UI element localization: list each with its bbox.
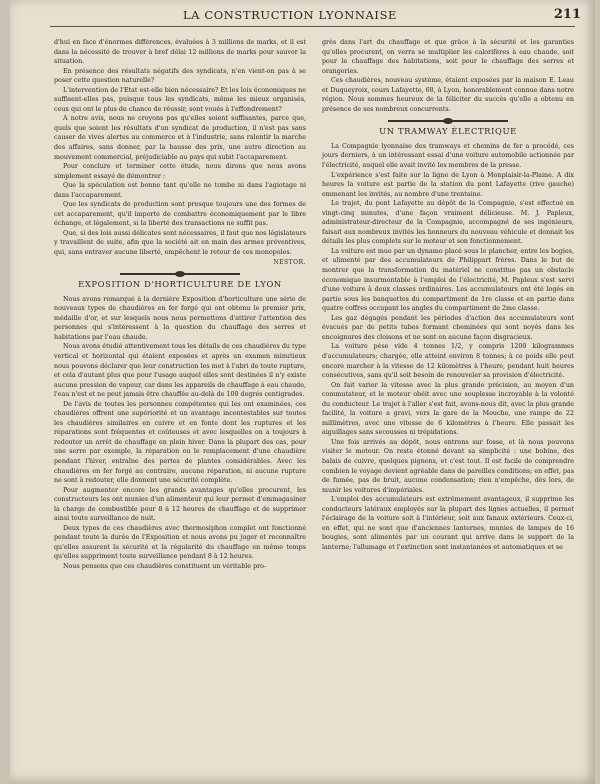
paragraph: Les gaz dégagés pendant les périodes d'action des accumulateurs sont évacués par de petits tubes formant cheminées qui sont noyés dans les encoignures des cloisons et ne sont en aucune façon disgracieux. — [322, 314, 574, 341]
section-separator — [120, 273, 240, 275]
paragraph: Pour conclure et terminer cette étude, nous dirons que nous avons simplement essayé de démontrer : — [54, 163, 306, 180]
paragraph: En présence des résultats négatifs des syndicats, n'en vient-on pas à se poser cette question naturelle? — [54, 67, 306, 85]
section-title-tramway: UN TRAMWAY ÉLECTRIQUE — [379, 126, 517, 137]
paragraph: De l'avis de toutes les personnes compétentes qui les ont examinées, ces chaudières offrent une supériorité et un avantage incontestables sur toutes les chaudières similaires en cuivre et en fonte dont les ruptures et les réparations sont fréquentes et coûteuses et avec lesquelles on a toujours à redouter un arrêt de chauffage en plein hiver. Dans la plupart des cas, pour une serre par exemple, la réparation ou le remplacement d'une chaudière pendant l'hiver, entraîne des pertes de plantes considérables. Avec les chaudières en fer forgé au contraire, aucune réparation, ni aucune rupture ne sont à redouter, elle donnent une sécurité complète. — [54, 400, 306, 485]
paragraph: d'hui en face d'énormes différences, évaluées à 3 millions de marks, et il est dans la nécessité de trouver à bref délai 12 millions de marks pour sauver la situation. — [54, 39, 306, 66]
left-column — [54, 38, 306, 572]
paragraph: Deux types de ces chaudières avec thermosiphon complet ont fonctionné pendant toute la durée de l'Exposition et nous avons pu juger et reconnaître qu'elles assurent la sécurité et la régularité du chauffage en même temps qu'elles suppriment toute surveillance pendant 8 à 12 heures. — [54, 524, 306, 561]
paragraph: La Compagnie lyonnaise des tramways et chemins de fer a procédé, ces jours derniers, à un intéressant essai d'une voiture automobile actionnée par l'électricité, auquel elle avait invité les membres de la presse. — [322, 142, 574, 170]
right-column — [322, 38, 574, 552]
paragraph: On fait varier la vitesse avec la plus grande précision, au moyen d'un commutateur, et le moteur obéit avec une souplesse incroyable à la volonté du conducteur. Le trajet à l'aller s'est fait, avons-nous dit, avec la plus grande facilité, la voiture a gravi, vers la gare de la Mouche, une rampe de 22 millimètres, avec une vitesse de 6 kilomètres à l'heure. Elle passait les aiguillages sans secousses ni trépidations. — [322, 381, 574, 437]
paragraph: Le trajet, du pont Lafayette au dépôt de la Compagnie, s'est effectué en vingt-cinq minutes, d'une façon vraiment délicieuse. M. J. Papleux, administrateur-directeur de la Compagnie, accompagné de ses ingénieurs, faisait aux nombreux invités les honneurs du nouveau véhicule et donnait les détails les plus complets sur le moteur et son fonctionnement. — [322, 200, 574, 246]
author-signature: NESTOR. — [273, 258, 306, 266]
page — [10, 0, 595, 784]
paragraph: Nous avons remarqué à la dernière Exposition d'horticulture une série de nouveaux types de chaudières en fer forgé qui ont obtenu le premier prix, médaille d'or, et sur lesquels nous nous permettons d'attirer l'attention des personnes qui s'intéressent à la question du chauffage des serres et habitations par l'eau chaude. — [54, 295, 306, 341]
paragraph: L'emploi des accumulateurs est extrêmement avantageux, il supprime les conducteurs latéraux employés sur la plupart des lignes actuelles, il permet l'éclairage de la voiture soit à l'intérieur, soit aux fanaux extérieurs. Ceux-ci, en effet, qui ne sont que d'anciennes lanternes, munies de lampes de 16 bougies, sont alimentés par un courant qui arrive dans le support de la lanterne; l'allumage et l'extinction sont instantanées et automatiques et se — [322, 496, 574, 551]
paragraph: La voiture est mue par un dynamo placé sous le plancher, entre les bogies, et alimenté par des accumulateurs de Philippart frères. Dans le but de montrer que la transformation du matériel ne constitue pas un obstacle économique insurmontable à l'emploi de l'électricité, M. Papleux s'est servi d'une voiture à deux classes ordinaires. Les accumulateurs ont été logés en partie sous les banquettes du compartiment de 1re classe et en partie dans quatre coffres occupant les angles du compartiment de 2me classe. — [322, 247, 574, 313]
paragraph: grès dans l'art du chauffage et que grâce à la sécurité et les garanties qu'elles procurent, on verra se multiplier les calorifères à eau chaude, soit pour le chauffage des habitations, soit pour le chauffage des serres et orangeries. — [322, 39, 574, 75]
paragraph: Ces chaudières, nouveau système, étaient exposées par la maison E. Leau et Duqueyroix, cours Lafayette, 68, à Lyon, honorablement connue dans notre région. Nous sommes heureux de la féliciter du succès qu'elle a obtenu en présence de ses nombreux concurrents. — [322, 77, 574, 113]
journal-title: LA CONSTRUCTION LYONNAISE — [182, 8, 398, 22]
paragraph: Nous avons étudié attentivement tous les détails de ces chaudières du type vertical et horizontal qui étaient exposées et après un examen minutieux nous pouvons déclarer que leur construction les met à l'abri de toute rupture, et cela d'autant plus que pour l'usage auquel elles sont destinées il n'y existe aucune pression de vapeur, car dans les appareils de chauffage à eau chaude, l'eau n'est et ne peut jamais être chauffée au-delà de 100 degrés centigrades. — [54, 343, 306, 399]
paragraph: Que, si des lois aussi délicates sont nécessaires, il faut que nos législateurs y travaillent de suite, afin que la société ait en main des armes préventives, qui, sans entraver aucune liberté, empêchent le retour de ces monopoles. — [54, 229, 306, 257]
paragraph: Nous pensons que ces chaudières constituent un véritable pro- — [63, 562, 267, 570]
paragraph: Que les syndicats de production sont presque toujours une des formes de cet accaparement, qu'il importe de combattre économiquement par le libre échange, et légalement, si la liberté des transactions ne suffit pas. — [54, 201, 306, 228]
paragraph: La voiture pèse vide 4 tonnes 1/2, y compris 1200 kilogrammes d'accumulateurs; chargée, elle atteint environ 8 tonnes; à ce poids elle peut encore marcher à la vitesse de 12 kilomètres à l'heure, pendant huit heures consécutives, sans qu'il soit besoin de renouveler sa provision d'électricité. — [322, 343, 574, 380]
paragraph: Une fois arrivés au dépôt, nous entrons sur fosse, et là nous pouvons visiter le moteur. On reste étonné devant sa simplicité : une bobine, des balais de cuivre, quelques pignons, et c'est tout. Il est facile de comprendre combien le voyage devient agréable dans de pareilles conditions; en effet, pas de fumée, pas de bruit, aucune condensation; rien n'empêche, dès lors, de munir les voitures d'impériales. — [322, 438, 574, 494]
paragraph: L'expérience s'est faite sur la ligne de Lyon à Monplaisir-la-Plaine. A dix heures la voiture est partie de la station du pont Lafayette (rive gauche) emmenant les invités, au nombre d'une trentaine. — [322, 171, 574, 198]
paragraph: Pour augmenter encore les grands avantages qu'elles procurent, les constructeurs les ont munies d'un alimenteur qui leur permet d'emmagasiner la charge de combustible pour 8 à 12 heures de chauffage et de supprimer ainsi toute surveillance de nuit. — [54, 486, 306, 523]
header-rule — [50, 26, 575, 27]
paragraph: L'intervention de l'Etat est-elle bien nécessaire? Et les lois économiques ne suffisent-elles pas, puisque tous les syndicats, même les mieux organisés, ceux qui ont le plus de chance de réussir, sont voués à l'effondrement? — [54, 86, 306, 113]
section-title-horticulture: EXPOSITION D'HORTICULTURE DE LYON — [78, 279, 282, 290]
page-number: 211 — [553, 7, 581, 22]
section-separator — [388, 120, 508, 122]
paragraph: A notre avis, nous ne croyons pas qu'elles soient suffisantes, parce que, quels que soient les résultats d'un syndicat de production, il n'est pas sans causer de vives alertes au commerce et à l'industrie, sans ralentir la marche des affaires, sans donner, par la hausse des prix, une autre direction au mouvement commercial, préjudiciable au pays qui subit l'accaparement. — [54, 115, 306, 161]
paragraph: Que la spéculation est bonne tant qu'elle ne tombe ni dans l'agiotage ni dans l'accaparement. — [54, 182, 306, 199]
